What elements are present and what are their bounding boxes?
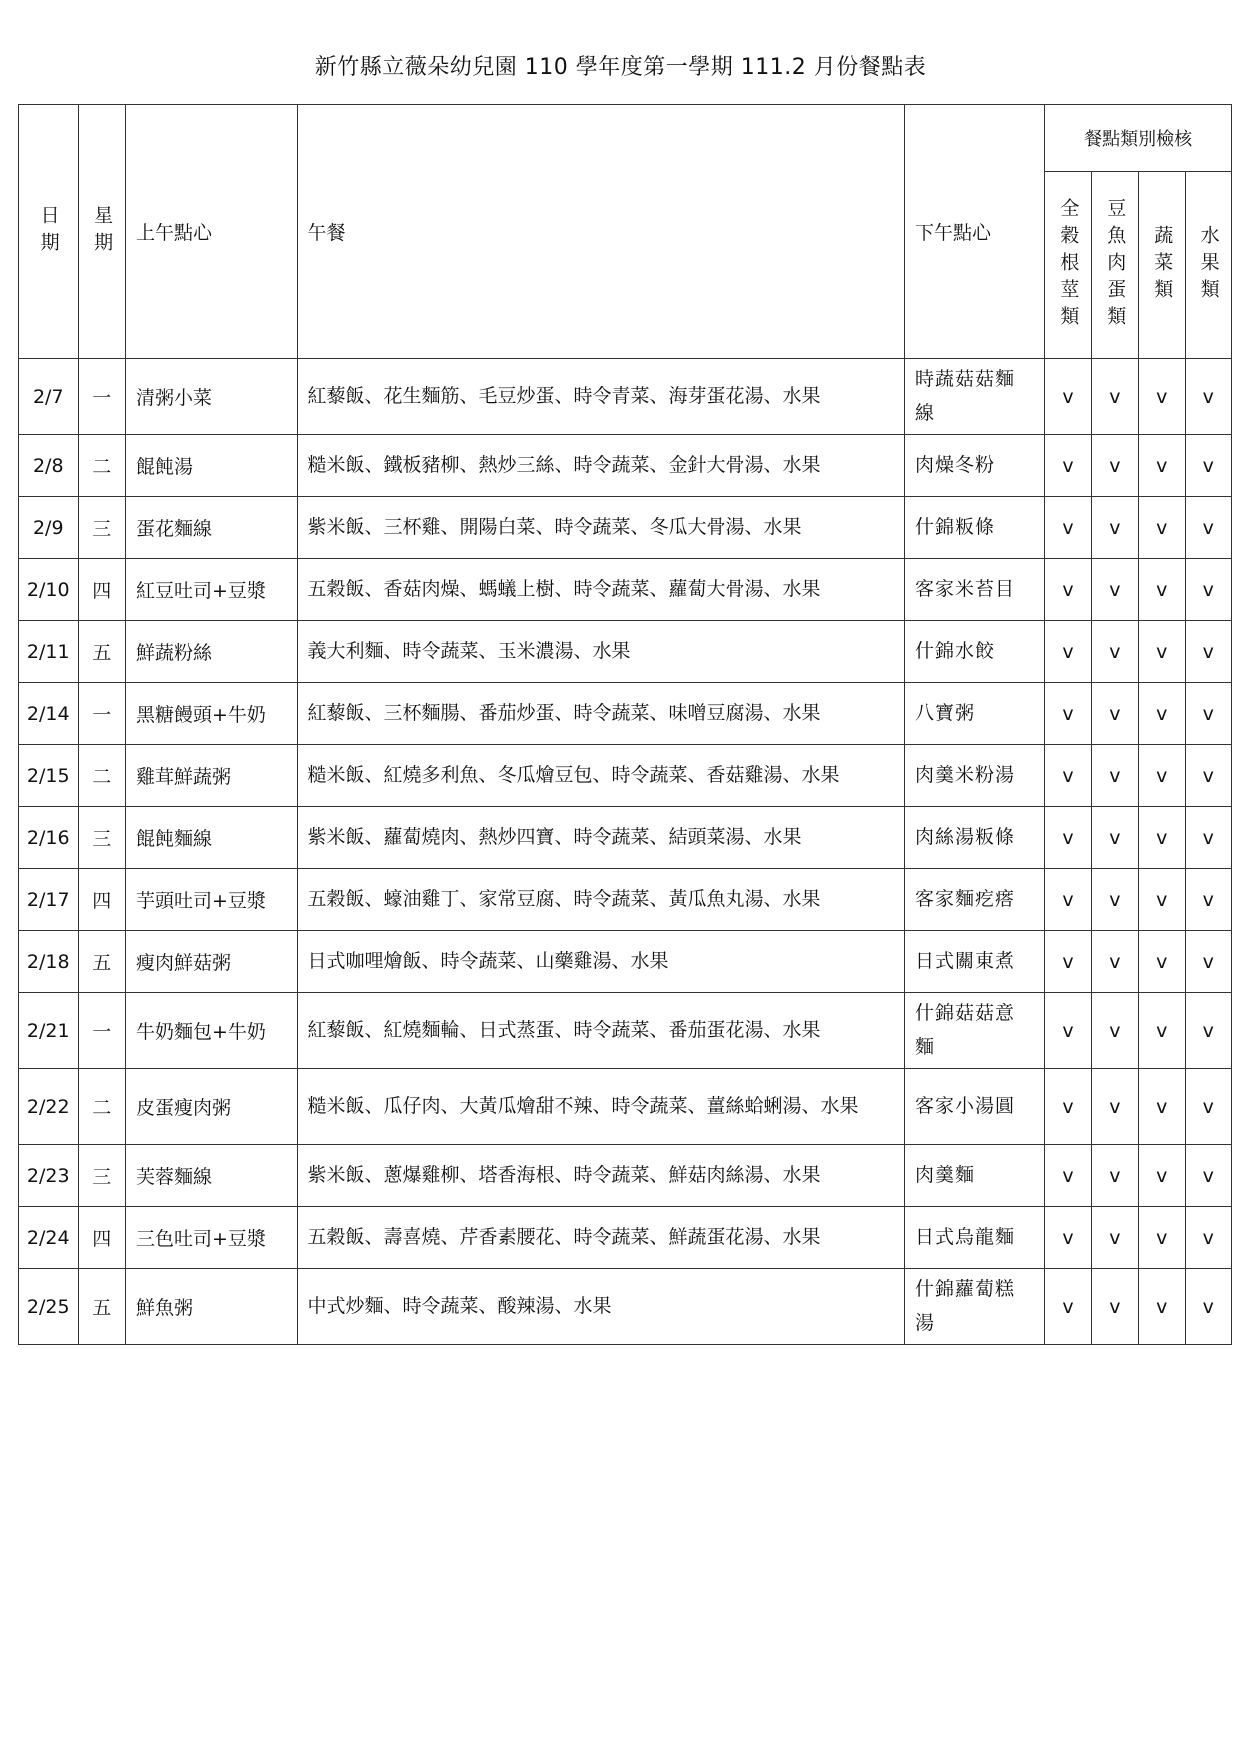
afternoon-snack-cell: 日式關東煮 bbox=[905, 931, 1045, 993]
lunch-cell: 五穀飯、蠔油雞丁、家常豆腐、時令蔬菜、黃瓜魚丸湯、水果 bbox=[297, 869, 905, 931]
lunch-cell: 糙米飯、紅燒多利魚、冬瓜燴豆包、時令蔬菜、香菇雞湯、水果 bbox=[297, 745, 905, 807]
grain-check-cell: v bbox=[1045, 621, 1091, 683]
grain-check-cell: v bbox=[1045, 559, 1091, 621]
fruit-check-cell: v bbox=[1185, 359, 1232, 435]
protein-check-cell: v bbox=[1091, 559, 1138, 621]
weekday-cell: 二 bbox=[78, 435, 125, 497]
weekday-cell: 二 bbox=[78, 745, 125, 807]
vegetable-check-cell: v bbox=[1139, 359, 1185, 435]
afternoon-snack-cell: 客家麵疙瘩 bbox=[905, 869, 1045, 931]
vegetable-check-cell: v bbox=[1139, 1269, 1185, 1345]
weekday-cell: 三 bbox=[78, 807, 125, 869]
protein-check-cell: v bbox=[1091, 359, 1138, 435]
table-row bbox=[19, 497, 1232, 559]
vegetable-check-cell: v bbox=[1139, 931, 1185, 993]
lunch-cell: 紫米飯、蘿蔔燒肉、熱炒四寶、時令蔬菜、結頭菜湯、水果 bbox=[297, 807, 905, 869]
header-weekday: 星期 bbox=[78, 105, 125, 359]
header-vegetable: 蔬菜類 bbox=[1139, 172, 1185, 359]
morning-snack-cell: 皮蛋瘦肉粥 bbox=[125, 1069, 297, 1145]
morning-snack-cell: 牛奶麵包+牛奶 bbox=[125, 993, 297, 1069]
morning-snack-cell: 清粥小菜 bbox=[125, 359, 297, 435]
protein-check-cell: v bbox=[1091, 435, 1138, 497]
weekday-cell: 五 bbox=[78, 621, 125, 683]
protein-check-cell: v bbox=[1091, 1269, 1138, 1345]
protein-check-cell: v bbox=[1091, 807, 1138, 869]
weekday-cell: 五 bbox=[78, 1269, 125, 1345]
grain-check-cell: v bbox=[1045, 497, 1091, 559]
fruit-check-cell: v bbox=[1185, 931, 1232, 993]
fruit-check-cell: v bbox=[1185, 559, 1232, 621]
afternoon-snack-cell: 客家小湯圓 bbox=[905, 1069, 1045, 1145]
lunch-cell: 糙米飯、瓜仔肉、大黃瓜燴甜不辣、時令蔬菜、薑絲蛤蜊湯、水果 bbox=[297, 1069, 905, 1145]
table-row bbox=[19, 621, 1232, 683]
table-row bbox=[19, 807, 1232, 869]
vegetable-check-cell: v bbox=[1139, 621, 1185, 683]
morning-snack-cell: 鮮魚粥 bbox=[125, 1269, 297, 1345]
morning-snack-cell: 三色吐司+豆漿 bbox=[125, 1207, 297, 1269]
grain-check-cell: v bbox=[1045, 993, 1091, 1069]
protein-check-cell: v bbox=[1091, 869, 1138, 931]
table-body bbox=[19, 105, 1232, 1345]
protein-check-cell: v bbox=[1091, 1069, 1138, 1145]
table-row bbox=[19, 683, 1232, 745]
vegetable-check-cell: v bbox=[1139, 1069, 1185, 1145]
weekday-cell: 一 bbox=[78, 993, 125, 1069]
protein-check-cell: v bbox=[1091, 1145, 1138, 1207]
fruit-check-cell: v bbox=[1185, 621, 1232, 683]
protein-check-cell: v bbox=[1091, 497, 1138, 559]
weekday-cell: 四 bbox=[78, 559, 125, 621]
vegetable-check-cell: v bbox=[1139, 869, 1185, 931]
weekday-cell: 三 bbox=[78, 1145, 125, 1207]
vegetable-check-cell: v bbox=[1139, 1207, 1185, 1269]
fruit-check-cell: v bbox=[1185, 1207, 1232, 1269]
table-row bbox=[19, 869, 1232, 931]
weekday-cell: 三 bbox=[78, 497, 125, 559]
date-cell: 2/16 bbox=[19, 807, 79, 869]
morning-snack-cell: 餛飩麵線 bbox=[125, 807, 297, 869]
protein-check-cell: v bbox=[1091, 621, 1138, 683]
fruit-check-cell: v bbox=[1185, 745, 1232, 807]
date-cell: 2/17 bbox=[19, 869, 79, 931]
afternoon-snack-cell: 什錦菇菇意麵 bbox=[905, 993, 1045, 1069]
morning-snack-cell: 芙蓉麵線 bbox=[125, 1145, 297, 1207]
table-row bbox=[19, 1269, 1232, 1345]
date-cell: 2/8 bbox=[19, 435, 79, 497]
table-row bbox=[19, 435, 1232, 497]
header-grain: 全穀根莖類 bbox=[1045, 172, 1091, 359]
header-morning-snack: 上午點心 bbox=[125, 105, 297, 359]
date-cell: 2/7 bbox=[19, 359, 79, 435]
morning-snack-cell: 蛋花麵線 bbox=[125, 497, 297, 559]
protein-check-cell: v bbox=[1091, 745, 1138, 807]
fruit-check-cell: v bbox=[1185, 497, 1232, 559]
weekday-cell: 四 bbox=[78, 1207, 125, 1269]
lunch-cell: 紅藜飯、紅燒麵輪、日式蒸蛋、時令蔬菜、番茄蛋花湯、水果 bbox=[297, 993, 905, 1069]
weekday-cell: 一 bbox=[78, 683, 125, 745]
morning-snack-cell: 鮮蔬粉絲 bbox=[125, 621, 297, 683]
table-row bbox=[19, 1207, 1232, 1269]
morning-snack-cell: 雞茸鮮蔬粥 bbox=[125, 745, 297, 807]
lunch-cell: 義大利麵、時令蔬菜、玉米濃湯、水果 bbox=[297, 621, 905, 683]
grain-check-cell: v bbox=[1045, 1269, 1091, 1345]
afternoon-snack-cell: 肉絲湯粄條 bbox=[905, 807, 1045, 869]
table-row bbox=[19, 1145, 1232, 1207]
weekday-cell: 四 bbox=[78, 869, 125, 931]
fruit-check-cell: v bbox=[1185, 993, 1232, 1069]
header-check-group: 餐點類別檢核 bbox=[1045, 105, 1232, 172]
lunch-cell: 中式炒麵、時令蔬菜、酸辣湯、水果 bbox=[297, 1269, 905, 1345]
weekday-cell: 二 bbox=[78, 1069, 125, 1145]
header-fruit: 水果類 bbox=[1185, 172, 1232, 359]
afternoon-snack-cell: 八寶粥 bbox=[905, 683, 1045, 745]
vegetable-check-cell: v bbox=[1139, 807, 1185, 869]
fruit-check-cell: v bbox=[1185, 1145, 1232, 1207]
vegetable-check-cell: v bbox=[1139, 683, 1185, 745]
page-title: 新竹縣立薇朵幼兒園 110 學年度第一學期 111.2 月份餐點表 bbox=[314, 55, 927, 80]
protein-check-cell: v bbox=[1091, 1207, 1138, 1269]
header-protein: 豆魚肉蛋類 bbox=[1091, 172, 1138, 359]
lunch-cell: 紫米飯、三杯雞、開陽白菜、時令蔬菜、冬瓜大骨湯、水果 bbox=[297, 497, 905, 559]
morning-snack-cell: 瘦肉鮮菇粥 bbox=[125, 931, 297, 993]
meal-table bbox=[18, 104, 1232, 1345]
lunch-cell: 五穀飯、香菇肉燥、螞蟻上樹、時令蔬菜、蘿蔔大骨湯、水果 bbox=[297, 559, 905, 621]
date-cell: 2/9 bbox=[19, 497, 79, 559]
lunch-cell: 日式咖哩燴飯、時令蔬菜、山藥雞湯、水果 bbox=[297, 931, 905, 993]
date-cell: 2/15 bbox=[19, 745, 79, 807]
afternoon-snack-cell: 時蔬菇菇麵線 bbox=[905, 359, 1045, 435]
date-cell: 2/14 bbox=[19, 683, 79, 745]
weekday-cell: 五 bbox=[78, 931, 125, 993]
afternoon-snack-cell: 什錦粄條 bbox=[905, 497, 1045, 559]
grain-check-cell: v bbox=[1045, 807, 1091, 869]
lunch-cell: 紅藜飯、花生麵筋、毛豆炒蛋、時令青菜、海芽蛋花湯、水果 bbox=[297, 359, 905, 435]
date-cell: 2/24 bbox=[19, 1207, 79, 1269]
table-row bbox=[19, 1069, 1232, 1145]
date-cell: 2/22 bbox=[19, 1069, 79, 1145]
fruit-check-cell: v bbox=[1185, 1269, 1232, 1345]
vegetable-check-cell: v bbox=[1139, 435, 1185, 497]
date-cell: 2/23 bbox=[19, 1145, 79, 1207]
lunch-cell: 五穀飯、壽喜燒、芹香素腰花、時令蔬菜、鮮蔬蛋花湯、水果 bbox=[297, 1207, 905, 1269]
header-row bbox=[19, 105, 1232, 172]
weekday-cell: 一 bbox=[78, 359, 125, 435]
date-cell: 2/25 bbox=[19, 1269, 79, 1345]
grain-check-cell: v bbox=[1045, 1069, 1091, 1145]
afternoon-snack-cell: 肉羹麵 bbox=[905, 1145, 1045, 1207]
grain-check-cell: v bbox=[1045, 435, 1091, 497]
vegetable-check-cell: v bbox=[1139, 1145, 1185, 1207]
fruit-check-cell: v bbox=[1185, 683, 1232, 745]
grain-check-cell: v bbox=[1045, 1207, 1091, 1269]
table-row bbox=[19, 559, 1232, 621]
afternoon-snack-cell: 客家米苔目 bbox=[905, 559, 1045, 621]
date-cell: 2/18 bbox=[19, 931, 79, 993]
vegetable-check-cell: v bbox=[1139, 497, 1185, 559]
date-cell: 2/11 bbox=[19, 621, 79, 683]
vegetable-check-cell: v bbox=[1139, 745, 1185, 807]
date-cell: 2/10 bbox=[19, 559, 79, 621]
grain-check-cell: v bbox=[1045, 359, 1091, 435]
table-row bbox=[19, 359, 1232, 435]
protein-check-cell: v bbox=[1091, 993, 1138, 1069]
header-date: 日期 bbox=[19, 105, 79, 359]
morning-snack-cell: 芋頭吐司+豆漿 bbox=[125, 869, 297, 931]
lunch-cell: 糙米飯、鐵板豬柳、熱炒三絲、時令蔬菜、金針大骨湯、水果 bbox=[297, 435, 905, 497]
afternoon-snack-cell: 日式烏龍麵 bbox=[905, 1207, 1045, 1269]
protein-check-cell: v bbox=[1091, 931, 1138, 993]
table-row bbox=[19, 745, 1232, 807]
lunch-cell: 紅藜飯、三杯麵腸、番茄炒蛋、時令蔬菜、味噌豆腐湯、水果 bbox=[297, 683, 905, 745]
grain-check-cell: v bbox=[1045, 931, 1091, 993]
afternoon-snack-cell: 肉燥冬粉 bbox=[905, 435, 1045, 497]
table-row bbox=[19, 931, 1232, 993]
vegetable-check-cell: v bbox=[1139, 993, 1185, 1069]
date-cell: 2/21 bbox=[19, 993, 79, 1069]
fruit-check-cell: v bbox=[1185, 869, 1232, 931]
morning-snack-cell: 餛飩湯 bbox=[125, 435, 297, 497]
grain-check-cell: v bbox=[1045, 745, 1091, 807]
header-lunch: 午餐 bbox=[297, 105, 905, 359]
lunch-cell: 紫米飯、蔥爆雞柳、塔香海根、時令蔬菜、鮮菇肉絲湯、水果 bbox=[297, 1145, 905, 1207]
morning-snack-cell: 紅豆吐司+豆漿 bbox=[125, 559, 297, 621]
grain-check-cell: v bbox=[1045, 869, 1091, 931]
fruit-check-cell: v bbox=[1185, 1069, 1232, 1145]
grain-check-cell: v bbox=[1045, 683, 1091, 745]
afternoon-snack-cell: 什錦水餃 bbox=[905, 621, 1045, 683]
grain-check-cell: v bbox=[1045, 1145, 1091, 1207]
vegetable-check-cell: v bbox=[1139, 559, 1185, 621]
afternoon-snack-cell: 什錦蘿蔔糕湯 bbox=[905, 1269, 1045, 1345]
protein-check-cell: v bbox=[1091, 683, 1138, 745]
header-afternoon-snack: 下午點心 bbox=[905, 105, 1045, 359]
fruit-check-cell: v bbox=[1185, 435, 1232, 497]
fruit-check-cell: v bbox=[1185, 807, 1232, 869]
table-row bbox=[19, 993, 1232, 1069]
afternoon-snack-cell: 肉羹米粉湯 bbox=[905, 745, 1045, 807]
morning-snack-cell: 黑糖饅頭+牛奶 bbox=[125, 683, 297, 745]
